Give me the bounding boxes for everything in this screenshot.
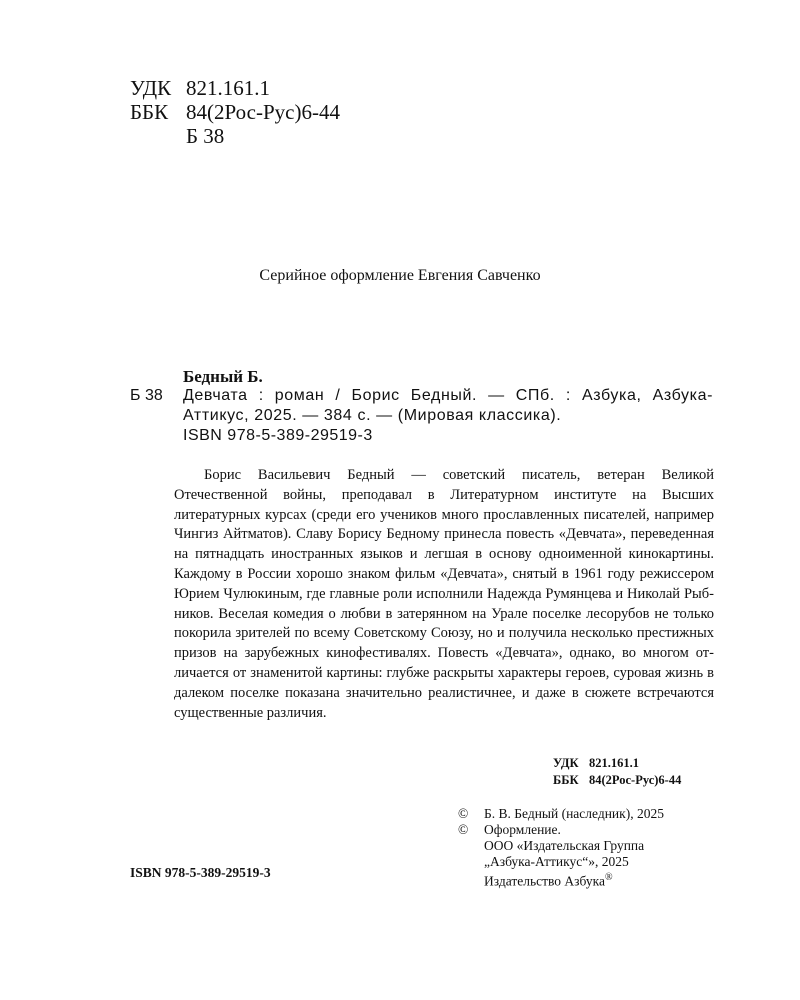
copyright-line-2: Оформление. [484, 822, 561, 837]
copyright-block [458, 806, 664, 890]
copyright-row-1 [458, 806, 664, 822]
copyright-line-3: ООО «Издательская Группа [484, 838, 645, 853]
catalog-author-heading: Бедный Б. [183, 367, 263, 386]
copyright-row-2 [458, 822, 664, 838]
series-design-credit: Серийное оформление Евгения Савченко [259, 267, 541, 284]
copyright-line-5: Издательство Азбука [484, 873, 605, 889]
udk-label: УДК [130, 76, 172, 100]
book-annotation: Борис Васильевич Бедный — советский писатель, ветеран Великой Отечественной войны, преподавал в Литературном институте на Высших литературных курсах (среди его учеников много прославленных писателей, например Чингиз Айтматов). Славу Борису Бедному принесла повесть «Девчата», переведенная на пятнадцать иностранных языков и легшая в основу одноименной кинокартины. Каждому в России хорошо знаком фильм «Девчата», снятый в 1961 году режиссером Юрием Чулюкиным, где главные роли исполнили Надежда Румянцева и Николай Рыбников. Веселая комедия о любви в затерянном на Урале поселке лесорубов не только покорила зрителей по всему Советскому Союзу, но и получила несколько престижных призов на зарубежных кинофестивалях. Повесть «Девчата», однако, во многом отличается от знаменитой картины: глубже раскрыты характеры героев, суровая жизнь в далеком поселке показана значительно реалистичнее, и даже в сюжете встречаются существенные различия. [174, 467, 714, 721]
catalog-code: Б 38 [130, 387, 163, 404]
registered-icon: ® [604, 872, 613, 883]
copyright-line-1: Б. В. Бедный (наследник), 2025 [484, 806, 664, 821]
udk-value: 821.161.1 [186, 76, 270, 100]
udk-row [130, 76, 340, 100]
isbn-bottom: ISBN 978-5-389-29519-3 [130, 865, 271, 880]
classification-block [130, 76, 340, 148]
udk-small-row [553, 755, 681, 772]
bbk-row [130, 100, 340, 124]
author-mark: Б 38 [186, 124, 225, 148]
bibliographic-record [130, 386, 720, 446]
copyright-icon: © [458, 806, 469, 821]
copyright-icon: © [458, 822, 469, 837]
bibliographic-entry: Девчата : роман / Борис Бедный. — СПб. : Азбука, Азбука-Аттикус, 2025. — 384 с. — (Мировая классика). [183, 387, 713, 424]
bbk-label: ББК [130, 100, 169, 124]
bbk-small-value: 84(2Рос-Рус)6-44 [589, 773, 682, 787]
catalog-isbn: ISBN 978-5-389-29519-3 [183, 427, 373, 444]
udk-small-label: УДК [553, 756, 579, 770]
classification-small-block [553, 755, 681, 789]
copyright-row-5 [458, 870, 664, 890]
bbk-small-label: ББК [553, 773, 579, 787]
bbk-small-row [553, 772, 681, 789]
bbk-value: 84(2Рос-Рус)6-44 [186, 100, 340, 124]
copyright-line-4: „Азбука-Аттикус“», 2025 [484, 854, 629, 869]
udk-small-value: 821.161.1 [589, 756, 639, 770]
